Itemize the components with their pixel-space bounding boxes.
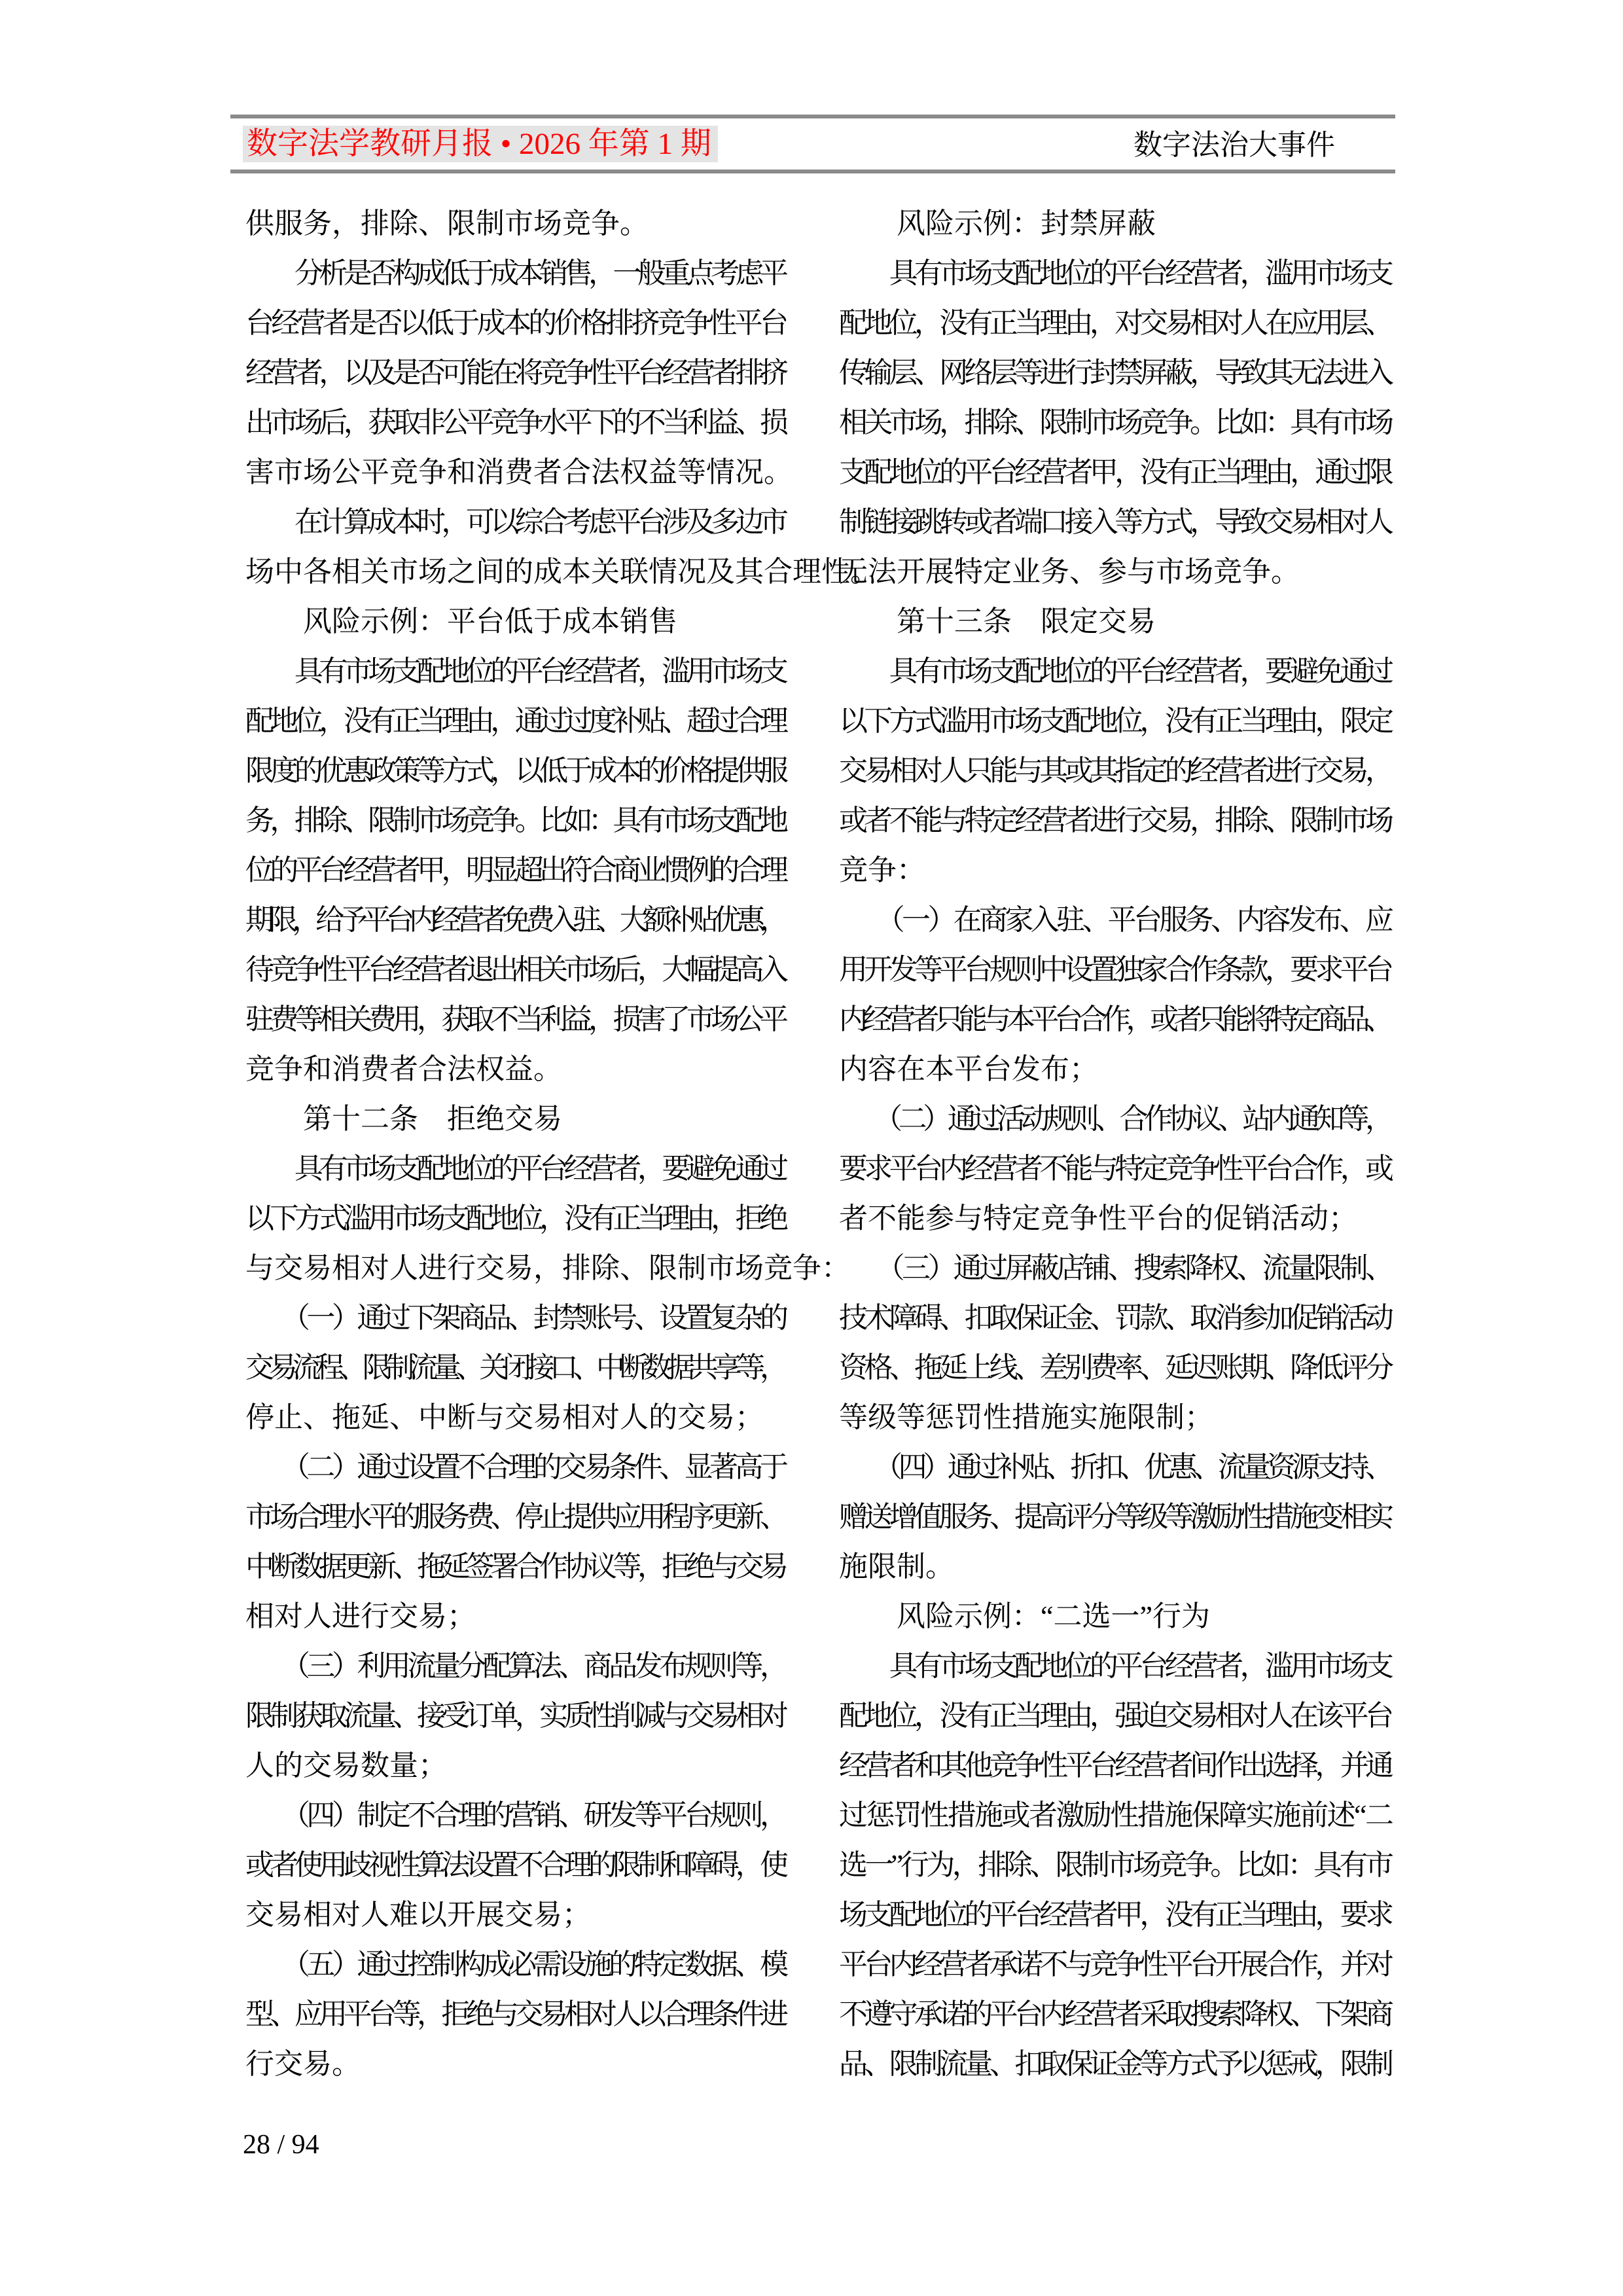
text-line: （一）在商家入驻、平台服务、内容发布、应 xyxy=(839,904,1391,936)
text-line: 场支配地位的平台经营者甲，没有正当理由，要求 xyxy=(839,1899,1391,1931)
text-line: 具有市场支配地位的平台经营者，滥用市场支 xyxy=(245,655,785,687)
text-line: 出市场后，获取非公平竞争水平下的不当利益、损 xyxy=(245,406,785,439)
text-line: 供服务，排除、限制市场竞争。 xyxy=(245,207,649,240)
text-line: 以下方式滥用市场支配地位，没有正当理由，限定 xyxy=(839,705,1391,737)
text-line: 技术障碍、扣取保证金、罚款、取消参加促销活动 xyxy=(839,1302,1391,1334)
journal-title: 数字法学教研月报 • 2026 年第 1 期 xyxy=(243,126,718,162)
text-line: 与交易相对人进行交易，排除、限制市场竞争： xyxy=(245,1252,850,1284)
text-line: 竞争： xyxy=(839,854,925,886)
section-title: 数字法治大事件 xyxy=(1133,129,1335,161)
text-line: 第十二条 拒绝交易 xyxy=(245,1103,562,1135)
text-line: （二）通过活动规则、合作协议、站内通知等， xyxy=(839,1103,1390,1135)
text-line: 配地位，没有正当理由，通过过度补贴、超过合理 xyxy=(245,705,785,737)
text-line: （三）利用流量分配算法、商品发布规则等， xyxy=(245,1650,785,1682)
text-line: 具有市场支配地位的平台经营者，要避免通过 xyxy=(245,1153,785,1185)
text-line: （四）制定不合理的营销、研发等平台规则， xyxy=(245,1799,785,1831)
text-line: 具有市场支配地位的平台经营者，要避免通过 xyxy=(839,655,1391,687)
text-line: 施限制。 xyxy=(839,1551,954,1583)
text-line: 用开发等平台规则中设置独家合作条款，要求平台 xyxy=(839,954,1391,986)
text-line: 或者不能与特定经营者进行交易，排除、限制市场 xyxy=(839,804,1391,836)
text-line: 第十三条 限定交易 xyxy=(839,605,1156,637)
text-line: 型、应用平台等，拒绝与交易相对人以合理条件进 xyxy=(245,1998,785,2030)
text-line: 要求平台内经营者不能与特定竞争性平台合作，或 xyxy=(839,1153,1391,1185)
text-line: 在计算成本时，可以综合考虑平台涉及多边市 xyxy=(245,506,785,538)
text-line: 限度的优惠政策等方式，以低于成本的价格提供服 xyxy=(245,755,785,787)
column-right xyxy=(839,199,1394,2089)
text-line: 交易相对人难以开展交易； xyxy=(245,1899,591,1931)
text-line: 交易相对人只能与其或其指定的经营者进行交易， xyxy=(839,755,1391,787)
text-line: 具有市场支配地位的平台经营者，滥用市场支 xyxy=(839,1650,1391,1682)
text-line: 配地位，没有正当理由，强迫交易相对人在该平台 xyxy=(839,1700,1391,1732)
column-left xyxy=(245,199,879,2089)
text-line: 交易流程、限制流量、关闭接口、中断数据共享等， xyxy=(245,1352,783,1384)
page-number: 28 / 94 xyxy=(243,2130,319,2160)
text-line: 无法开展特定业务、参与市场竞争。 xyxy=(839,556,1300,588)
text-line: 风险示例：“二选一”行为 xyxy=(839,1600,1211,1632)
text-line: 待竞争性平台经营者退出相关市场后，大幅提高入 xyxy=(245,954,785,986)
text-line: （二）通过设置不合理的交易条件、显著高于 xyxy=(245,1451,785,1483)
text-line: 经营者，以及是否可能在将竞争性平台经营者排挤 xyxy=(245,357,785,389)
text-line: 支配地位的平台经营者甲，没有正当理由，通过限 xyxy=(839,456,1391,488)
text-line: 相关市场，排除、限制市场竞争。比如：具有市场 xyxy=(839,406,1391,439)
text-line: 中断数据更新、拖延签署合作协议等，拒绝与交易 xyxy=(245,1551,785,1583)
text-line: 市场合理水平的服务费、停止提供应用程序更新、 xyxy=(245,1501,785,1533)
text-line: 赠送增值服务、提高评分等级等激励性措施变相实 xyxy=(839,1501,1391,1533)
text-line: 台经营者是否以低于成本的价格排挤竞争性平台 xyxy=(245,307,786,339)
text-line: 等级等惩罚性措施实施限制； xyxy=(839,1401,1213,1433)
text-line: （四）通过补贴、折扣、优惠、流量资源支持、 xyxy=(839,1451,1390,1483)
text-line: 内经营者只能与本平台合作，或者只能将特定商品、 xyxy=(839,1003,1389,1035)
text-line: 平台内经营者承诺不与竞争性平台开展合作，并对 xyxy=(839,1948,1391,1981)
text-line: 行交易。 xyxy=(245,2048,361,2080)
text-line: 配地位，没有正当理由，对交易相对人在应用层、 xyxy=(839,307,1391,339)
text-line: 者不能参与特定竞争性平台的促销活动； xyxy=(839,1202,1357,1234)
text-line: 务，排除、限制市场竞争。比如：具有市场支配地 xyxy=(245,804,785,836)
text-line: 分析是否构成低于成本销售，一般重点考虑平 xyxy=(245,257,785,289)
text-line: 相对人进行交易； xyxy=(245,1600,476,1632)
text-line: 竞争和消费者合法权益。 xyxy=(245,1053,562,1085)
header-rule-top xyxy=(230,115,1395,118)
text-line: 期限，给予平台内经营者免费入驻、大额补贴优惠， xyxy=(245,904,783,936)
text-line: 制链接跳转或者端口接入等方式，导致交易相对人 xyxy=(839,506,1391,538)
text-line: 位的平台经营者甲，明显超出符合商业惯例的合理 xyxy=(245,854,785,886)
text-line: （五）通过控制构成必需设施的特定数据、模 xyxy=(245,1948,785,1981)
text-line: 以下方式滥用市场支配地位，没有正当理由，拒绝 xyxy=(245,1202,785,1234)
text-line: （一）通过下架商品、封禁账号、设置复杂的 xyxy=(245,1302,785,1334)
text-line: 或者使用歧视性算法设置不合理的限制和障碍，使 xyxy=(245,1849,785,1881)
text-line: 驻费等相关费用，获取不当利益，损害了市场公平 xyxy=(245,1003,785,1035)
text-line: 不遵守承诺的平台内经营者采取搜索降权、下架商 xyxy=(839,1998,1391,2030)
header-rule-bottom xyxy=(230,170,1395,173)
text-line: 场中各相关市场之间的成本关联情况及其合理性。 xyxy=(245,556,879,588)
text-line: 内容在本平台发布； xyxy=(839,1053,1098,1085)
text-line: （三）通过屏蔽店铺、搜索降权、流量限制、 xyxy=(839,1252,1391,1284)
text-line: 风险示例：平台低于成本销售 xyxy=(245,605,677,637)
text-line: 停止、拖延、中断与交易相对人的交易； xyxy=(245,1401,764,1433)
text-line: 具有市场支配地位的平台经营者，滥用市场支 xyxy=(839,257,1391,289)
text-line: 经营者和其他竞争性平台经营者间作出选择，并通 xyxy=(839,1749,1391,1782)
text-line: 过惩罚性措施或者激励性措施保障实施前述“二 xyxy=(839,1799,1393,1831)
text-line: 品、限制流量、扣取保证金等方式予以惩戒，限制 xyxy=(839,2048,1391,2080)
text-line: 限制获取流量、接受订单，实质性削减与交易相对 xyxy=(245,1700,785,1732)
text-line: 资格、拖延上线、差别费率、延迟账期、降低评分 xyxy=(839,1352,1391,1384)
text-line: 传输层、网络层等进行封禁屏蔽，导致其无法进入 xyxy=(839,357,1391,389)
text-line: 选一”行为，排除、限制市场竞争。比如：具有市 xyxy=(839,1849,1391,1881)
text-line: 人的交易数量； xyxy=(245,1749,447,1782)
text-line: 风险示例：封禁屏蔽 xyxy=(839,207,1156,240)
text-line: 害市场公平竞争和消费者合法权益等情况。 xyxy=(245,456,793,488)
